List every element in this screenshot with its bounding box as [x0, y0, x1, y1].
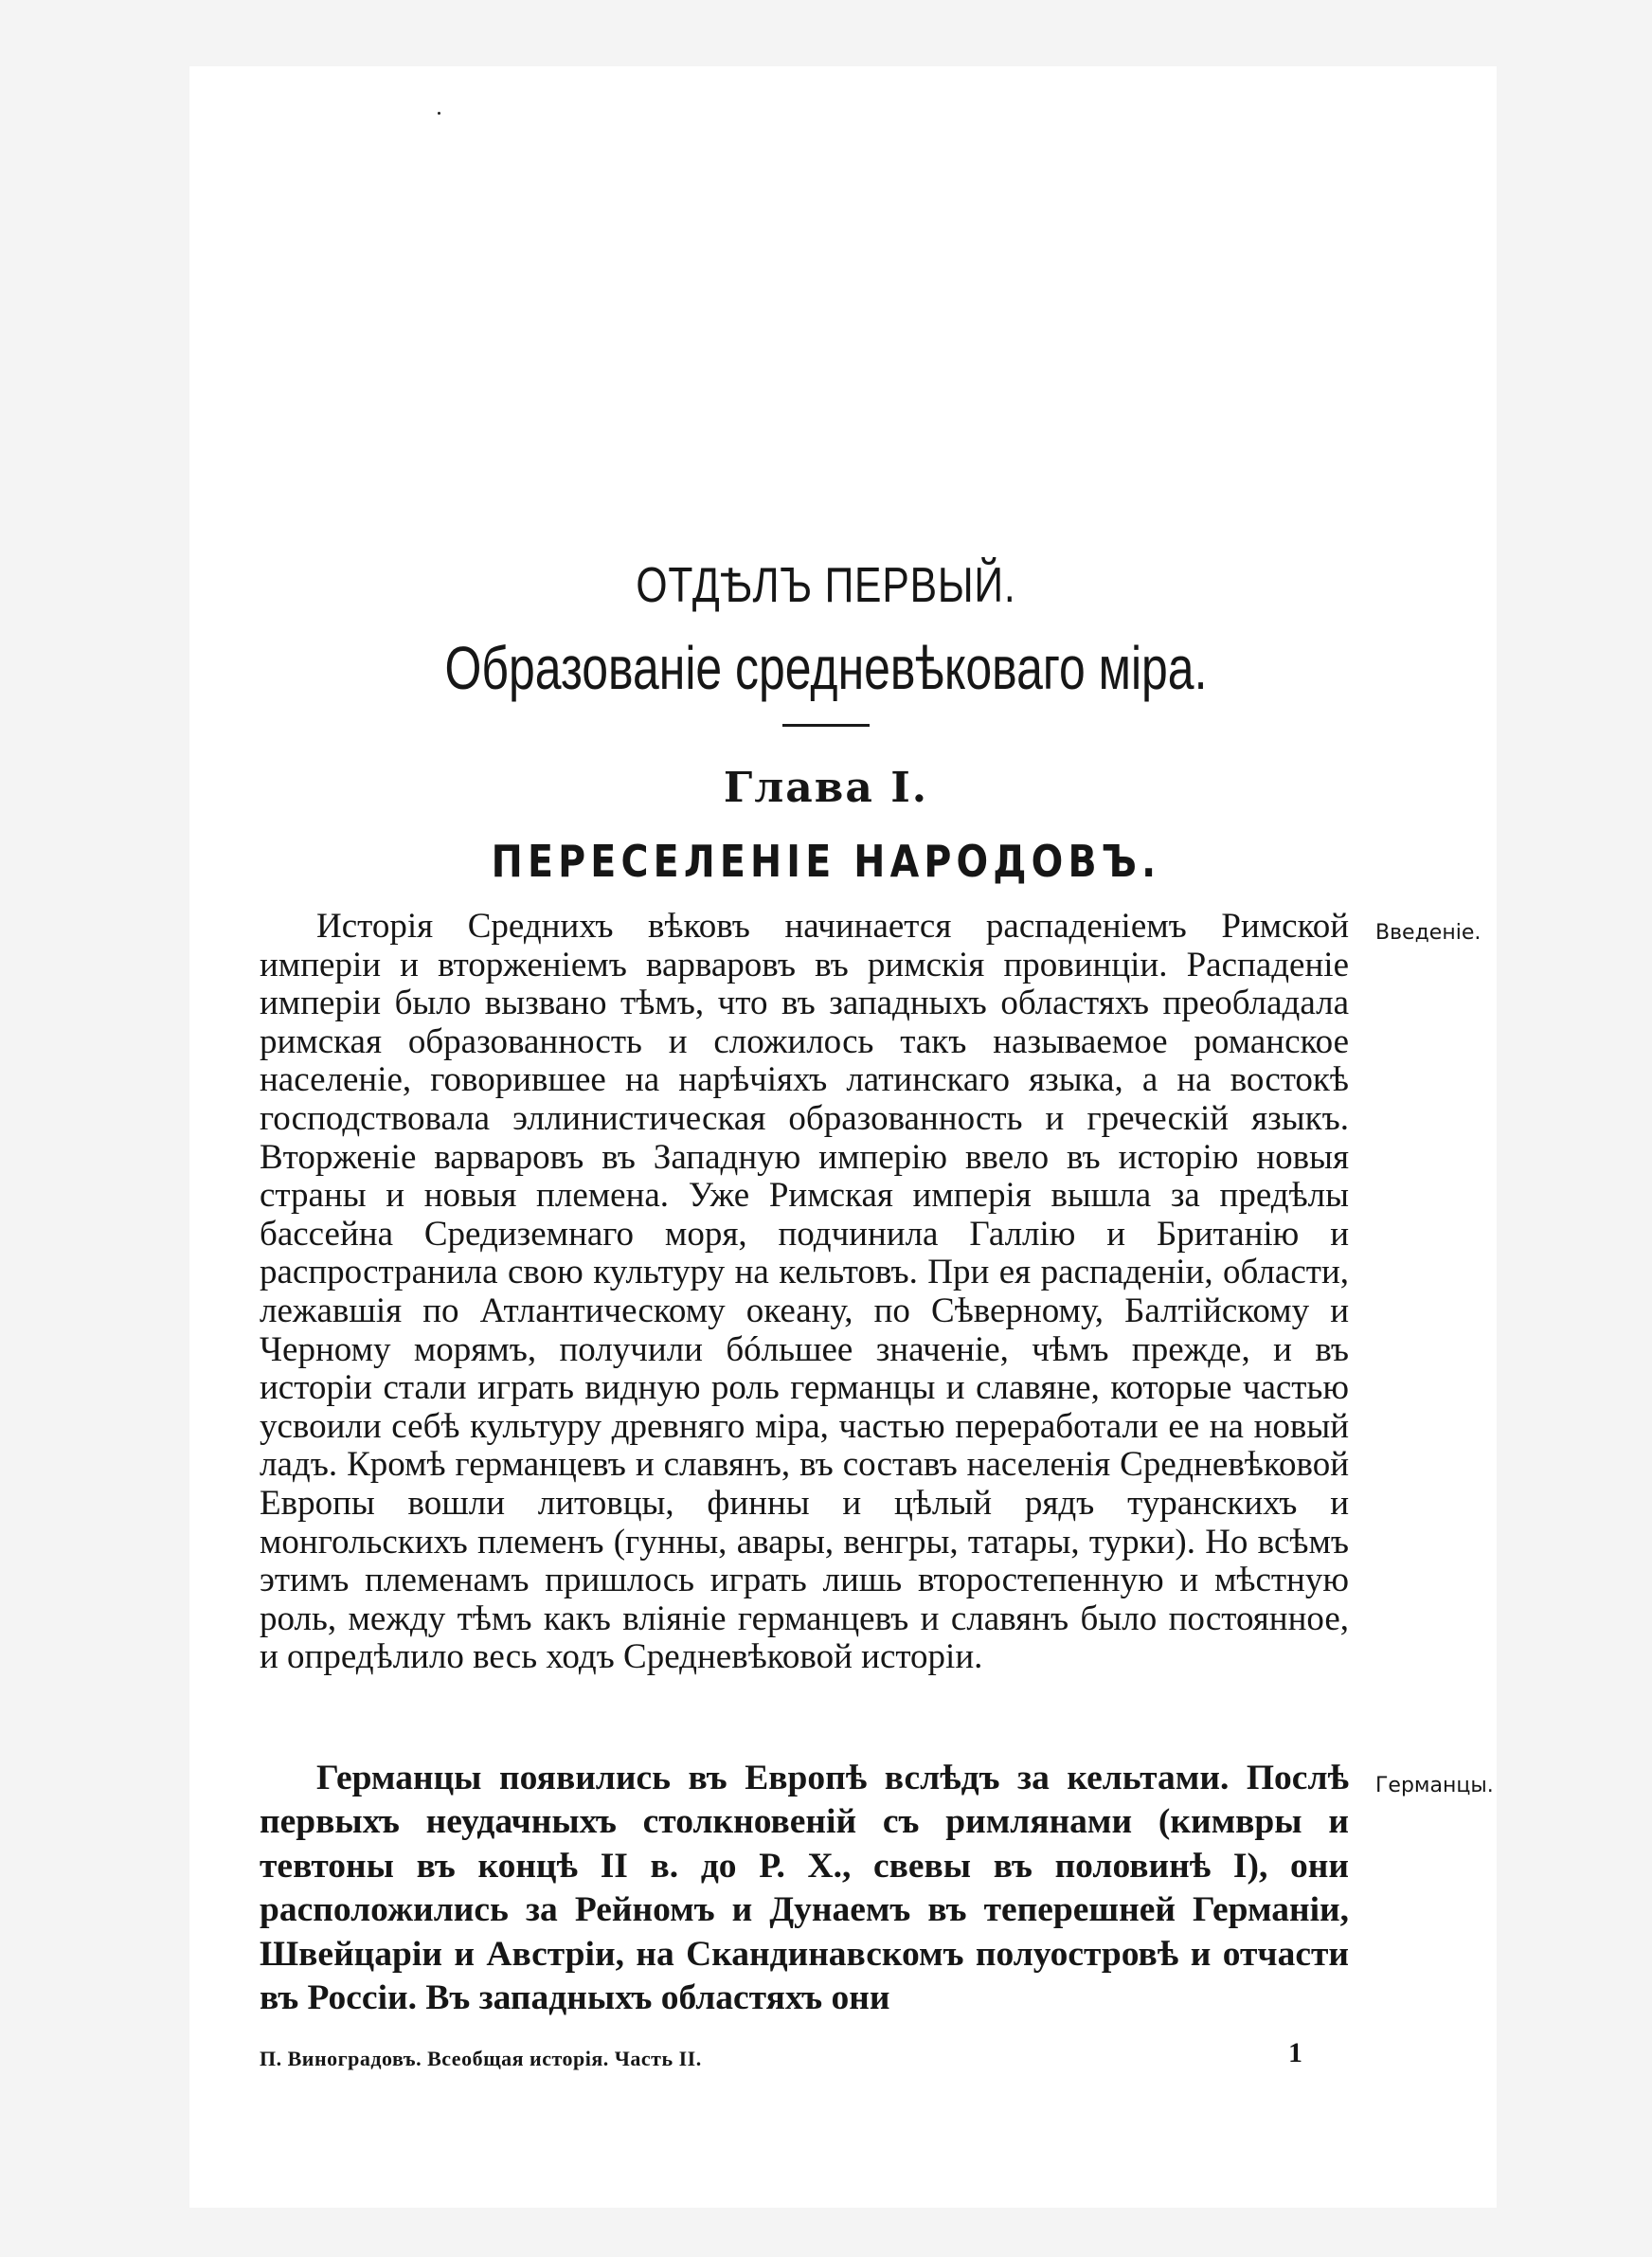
margin-note-introduction: Введеніе. [1375, 921, 1481, 945]
chapter-label: Глава I. [723, 764, 929, 812]
stray-mark [438, 112, 440, 115]
title-divider [782, 724, 870, 727]
margin-note-germans: Германцы. [1375, 1774, 1494, 1797]
section-subtitle: Образованіе средневѣковаго міра. [444, 634, 1208, 702]
page-number: 1 [1288, 2037, 1302, 2068]
chapter-title: ПЕРЕСЕЛЕНІЕ НАРОДОВЪ. [491, 836, 1161, 887]
paragraph-introduction: Исторія Среднихъ вѣковъ начинается распаденіемъ Римской имперіи и вторженіемъ варваровъ въ римскія провинціи. Распаденіе имперіи было вызвано тѣмъ, что въ западныхъ областяхъ преобладала римская образованность и сложилось такъ называемое романское населеніе, говорившее на нарѣчіяхъ латинскаго языка, а на востокѣ господствовала эллинистическая образованность и греческій языкъ. Вторженіе варваровъ въ Западную имперію ввело въ исторію новыя страны и новыя племена. Уже Римская имперія вышла за предѣлы бассейна Средиземнаго моря, подчинила Галлію и Британію и распространила свою культуру на кельтовъ. При ея распаденіи, области, лежавшія по Атлантическому океану, по Сѣверному, Балтійскому и Черному морямъ, получили бóльшее значеніе, чѣмъ прежде, и въ исторіи стали играть видную роль германцы и славяне, которые частью усвоили себѣ культуру древняго міра, частью переработали ее на новый ладъ. Кромѣ германцевъ и славянъ, въ составъ населенія Средневѣковой Европы вошли литовцы, финны и цѣлый рядъ туранскихъ и монгольскихъ племенъ (гунны, авары, венгры, татары, турки). Но всѣмъ этимъ племенамъ пришлось играть лишь второстепенную и мѣстную роль, между тѣмъ какъ вліяніе германцевъ и славянъ было постоянное, и опредѣлило весь ходъ Средневѣковой исторіи. [260, 907, 1349, 1677]
paragraph-germans: Германцы появились въ Европѣ вслѣдъ за кельтами. Послѣ первыхъ неудачныхъ столкновеній съ римлянами (кимвры и тевтоны въ концѣ II в. до Р. Х., свевы въ половинѣ I), они расположились за Рейномъ и Дунаемъ въ теперешней Германіи, Швейцаріи и Австріи, на Скандинавскомъ полуостровѣ и отчасти въ Россіи. Въ западныхъ областяхъ они [260, 1759, 1349, 2018]
section-title: ОТДѢЛЪ ПЕРВЫЙ. [636, 558, 1016, 613]
running-footer: П. Виноградовъ. Всеобщая исторія. Часть II. [260, 2047, 702, 2070]
